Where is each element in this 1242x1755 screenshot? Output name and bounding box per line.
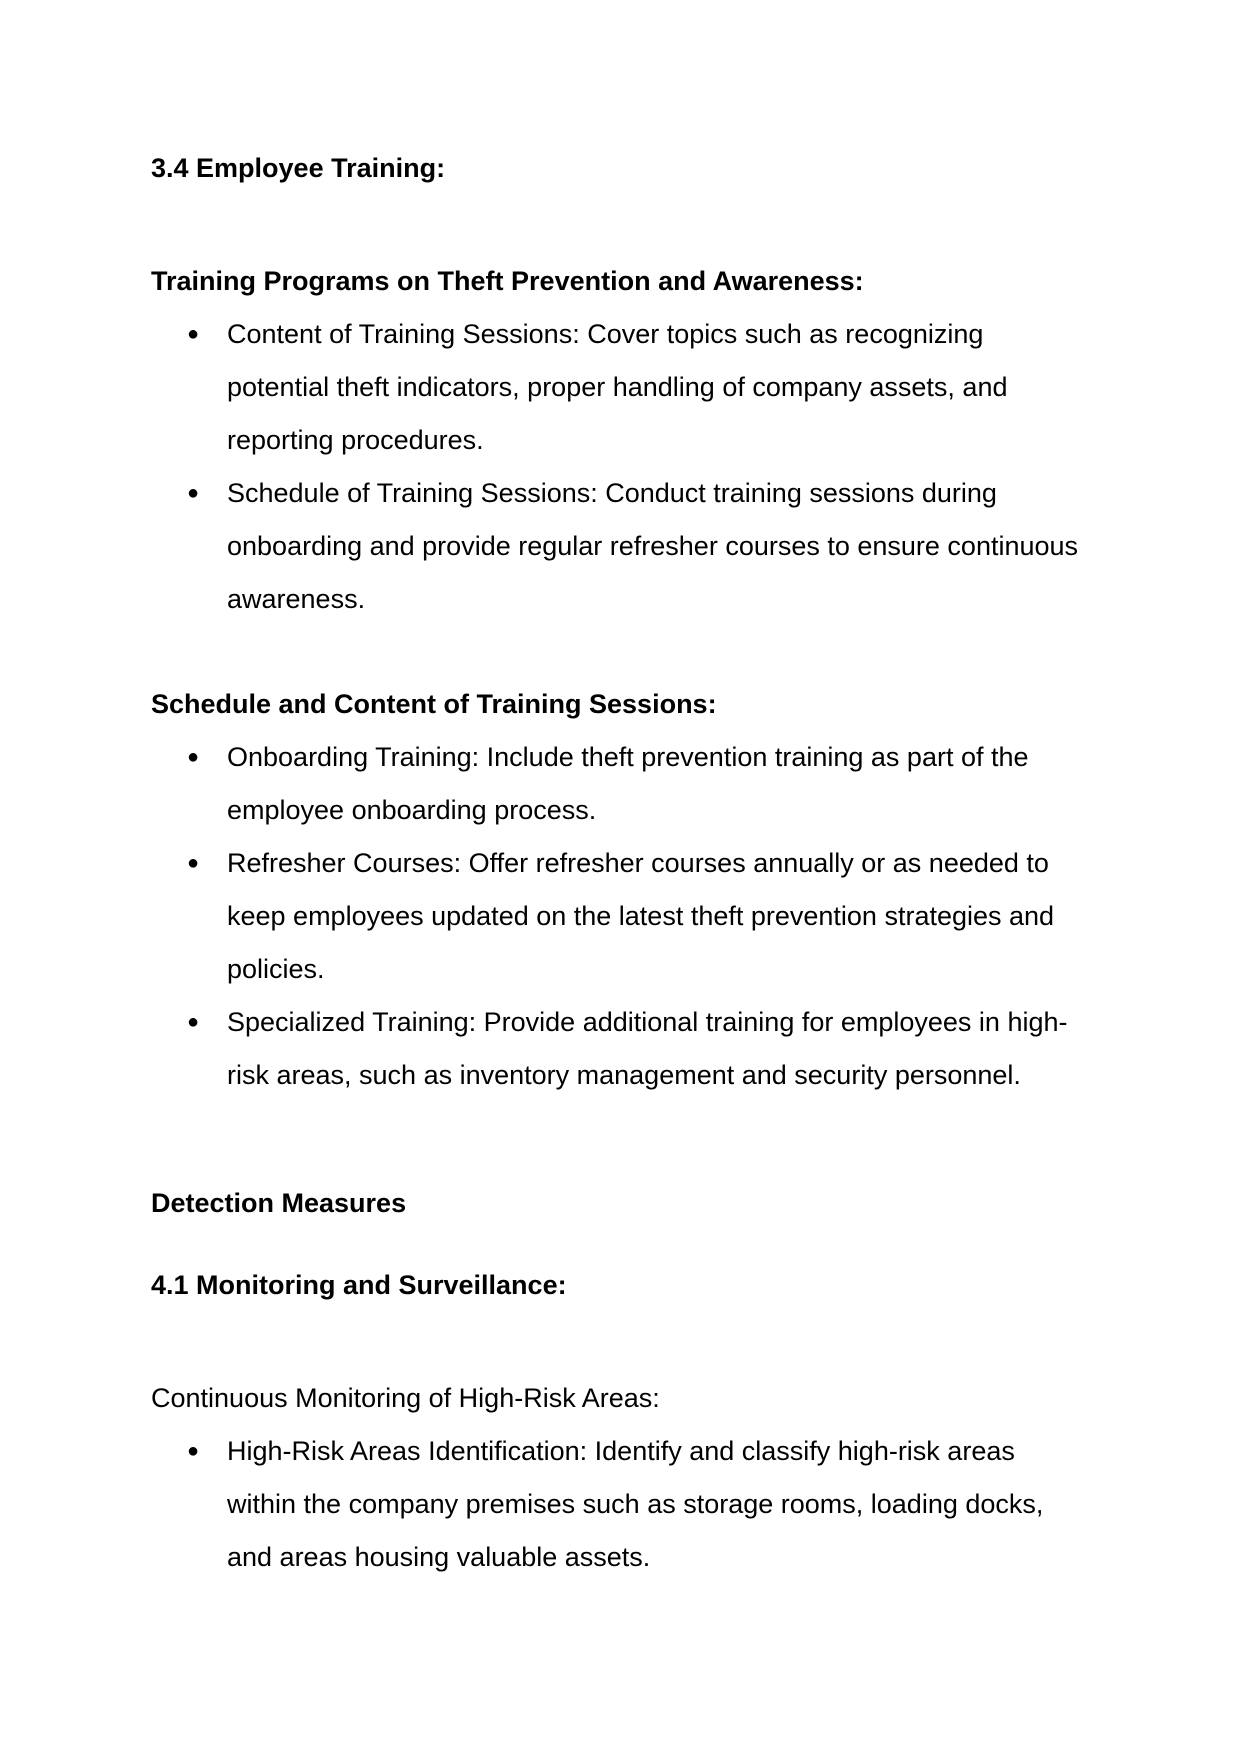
list-item [151, 731, 1091, 837]
list-item-text: High-Risk Areas Identification: Identify and classify high-risk areas within the company premises such as storage rooms, loading docks, and areas housing valuable assets. [227, 1436, 1044, 1572]
training-programs-list [151, 308, 1091, 626]
bullet-icon: ● [187, 852, 200, 874]
list-item [151, 996, 1091, 1102]
continuous-monitoring-list [151, 1425, 1091, 1584]
schedule-content-heading: Schedule and Content of Training Sessions: [151, 689, 717, 719]
list-item-text: Specialized Training: Provide additional training for employees in high-risk areas, such as inventory management and security personnel. [227, 1007, 1068, 1090]
list-item-text: Schedule of Training Sessions: Conduct training sessions during onboarding and provide regular refresher courses to ensure continuous awareness. [227, 478, 1079, 614]
list-item-text: Content of Training Sessions: Cover topics such as recognizing potential theft indicators, proper handling of company assets, and reporting procedures. [227, 319, 1008, 455]
section-4-1-heading: 4.1 Monitoring and Surveillance: [151, 1270, 567, 1300]
list-item [151, 1425, 1091, 1584]
training-programs-heading: Training Programs on Theft Prevention and Awareness: [151, 266, 864, 296]
schedule-content-list [151, 731, 1091, 1102]
list-item [151, 308, 1091, 467]
detection-measures-heading: Detection Measures [151, 1188, 407, 1218]
bullet-icon: ● [187, 1011, 200, 1033]
list-item-text: Onboarding Training: Include theft prevention training as part of the employee onboarding process. [227, 742, 1029, 825]
bullet-icon: ● [187, 1440, 200, 1462]
bullet-icon: ● [187, 323, 200, 345]
bullet-icon: ● [187, 482, 200, 504]
list-item-text: Refresher Courses: Offer refresher courses annually or as needed to keep employees updated on the latest theft prevention strategies and policies. [227, 848, 1055, 984]
continuous-monitoring-heading: Continuous Monitoring of High-Risk Areas: [151, 1383, 660, 1413]
list-item [151, 467, 1091, 626]
bullet-icon: ● [187, 746, 200, 768]
section-3-4-heading: 3.4 Employee Training: [151, 153, 446, 183]
list-item [151, 837, 1091, 996]
